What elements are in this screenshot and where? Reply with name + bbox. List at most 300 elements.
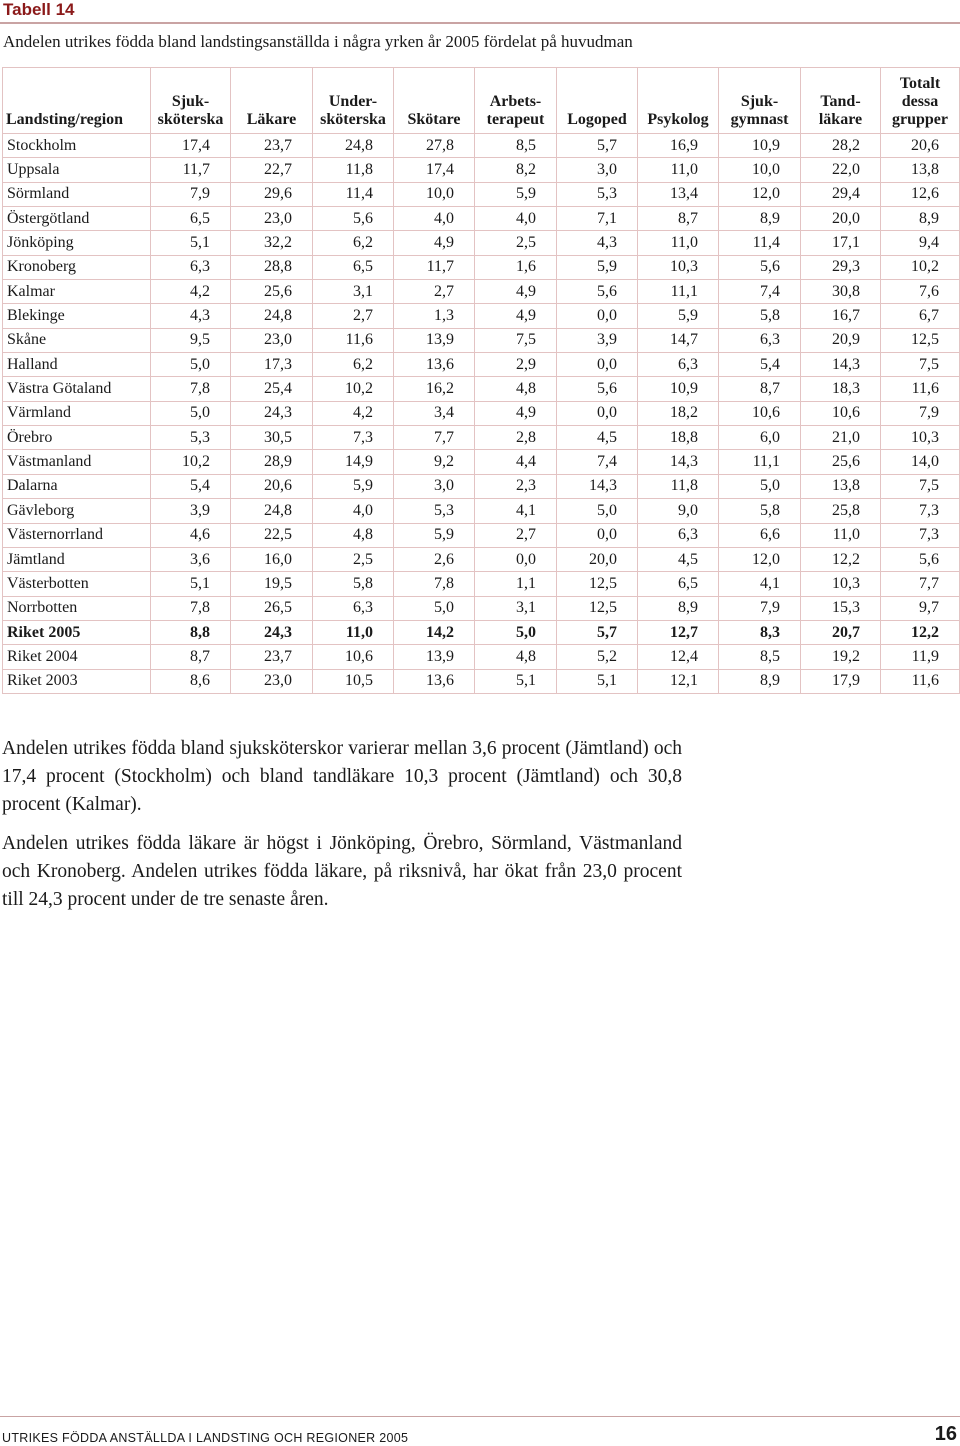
table-cell: 19,2 [801,645,881,669]
table-cell: 1,6 [475,255,557,279]
table-cell: 10,2 [151,450,231,474]
table-cell: 32,2 [231,231,313,255]
table-cell: 6,3 [151,255,231,279]
table-cell: 25,4 [231,377,313,401]
table-cell: 6,5 [638,572,719,596]
running-title: UTRIKES FÖDDA ANSTÄLLDA I LANDSTING OCH REGIONER 2005 [2,1431,409,1445]
region-name: Värmland [3,401,151,425]
table-cell: 8,6 [151,669,231,693]
top-rule [0,22,960,24]
table-row [3,158,960,182]
table-cell: 7,4 [557,450,638,474]
column-header-line: Sjuk- [740,93,779,110]
table-cell: 7,9 [151,182,231,206]
column-header-line [231,75,312,93]
table-cell: 7,4 [719,280,801,304]
table-cell: 23,0 [231,669,313,693]
table-cell: 22,7 [231,158,313,182]
table-cell: 21,0 [801,426,881,450]
table-cell: 2,9 [475,353,557,377]
column-header-line: Läkare [246,111,297,128]
table-cell: 5,9 [557,255,638,279]
column-header-line: dessa [901,93,939,110]
table-row [3,547,960,571]
table-cell: 11,6 [881,669,960,693]
table-cell: 6,2 [313,231,394,255]
table-row [3,401,960,425]
table-cell: 7,7 [394,426,475,450]
column-header-1 [151,68,231,134]
table-cell: 5,9 [313,474,394,498]
table-row [3,134,960,158]
table-cell: 5,1 [151,231,231,255]
table-cell: 5,9 [638,304,719,328]
column-header-line [557,75,637,93]
column-header-line [151,75,230,93]
table-cell: 10,3 [881,426,960,450]
table-cell: 10,5 [313,669,394,693]
table-cell: 17,4 [394,158,475,182]
region-name: Kronoberg [3,255,151,279]
table-cell: 23,7 [231,134,313,158]
table-cell: 2,5 [313,547,394,571]
region-name: Blekinge [3,304,151,328]
column-header-line [475,75,556,93]
table-cell: 4,8 [313,523,394,547]
column-header-5 [475,68,557,134]
table-cell: 25,6 [801,450,881,474]
table-cell: 5,0 [475,620,557,644]
column-header-line: Psykolog [647,111,709,128]
table-cell: 10,0 [394,182,475,206]
table-cell: 24,8 [231,304,313,328]
table-cell: 12,7 [638,620,719,644]
table-cell: 4,9 [475,401,557,425]
table-cell: 4,8 [475,377,557,401]
region-name: Riket 2005 [3,620,151,644]
table-cell: 5,0 [151,353,231,377]
table-caption: Andelen utrikes födda bland landstingsanställda i några yrken år 2005 fördelat på huvudman [3,32,633,51]
table-cell: 4,5 [638,547,719,571]
table-cell: 4,0 [394,207,475,231]
table-cell: 10,6 [313,645,394,669]
column-header-line [231,93,312,111]
table-cell: 6,3 [638,523,719,547]
table-cell: 5,7 [557,134,638,158]
table-cell: 23,7 [231,645,313,669]
table-cell: 7,8 [151,377,231,401]
table-cell: 15,3 [801,596,881,620]
table-cell: 27,8 [394,134,475,158]
table-cell: 4,4 [475,450,557,474]
table-cell: 8,7 [719,377,801,401]
table-cell: 5,0 [394,596,475,620]
table-row [3,280,960,304]
table-cell: 2,5 [475,231,557,255]
column-header-line [638,75,718,93]
table-cell: 11,0 [313,620,394,644]
region-name: Gävleborg [3,499,151,523]
table-cell: 11,8 [313,158,394,182]
table-cell: 18,3 [801,377,881,401]
table-cell: 13,9 [394,328,475,352]
table-cell: 8,9 [719,207,801,231]
region-name: Jämtland [3,547,151,571]
table-cell: 11,0 [801,523,881,547]
table-cell: 7,9 [719,596,801,620]
table-cell: 3,0 [557,158,638,182]
column-header-line: sköterska [157,111,224,128]
table-cell: 14,9 [313,450,394,474]
table-cell: 9,0 [638,499,719,523]
table-cell: 11,1 [638,280,719,304]
table-cell: 5,9 [394,523,475,547]
column-header-line: Tand- [820,93,861,110]
table-cell: 9,5 [151,328,231,352]
table-row [3,572,960,596]
table-cell: 5,3 [394,499,475,523]
column-header-4 [394,68,475,134]
table-row [3,596,960,620]
region-name: Riket 2003 [3,669,151,693]
table-cell: 3,4 [394,401,475,425]
table-row [3,255,960,279]
table-cell: 5,4 [151,474,231,498]
table-cell: 10,3 [638,255,719,279]
table-cell: 5,1 [557,669,638,693]
table-cell: 4,9 [475,280,557,304]
table-cell: 4,8 [475,645,557,669]
table-cell: 5,0 [557,499,638,523]
table-cell: 3,9 [151,499,231,523]
table-cell: 24,8 [231,499,313,523]
table-cell: 7,8 [394,572,475,596]
table-cell: 11,4 [313,182,394,206]
table-cell: 20,6 [881,134,960,158]
table-cell: 25,6 [231,280,313,304]
column-header-line [313,75,393,93]
table-cell: 14,3 [638,450,719,474]
table-cell: 7,3 [313,426,394,450]
table-cell: 7,5 [881,474,960,498]
table-cell: 11,1 [719,450,801,474]
table-cell: 6,5 [313,255,394,279]
table-cell: 8,5 [475,134,557,158]
table-cell: 7,3 [881,499,960,523]
table-cell: 14,3 [801,353,881,377]
table-cell: 12,2 [801,547,881,571]
table-cell: 16,2 [394,377,475,401]
table-row [3,304,960,328]
table-cell: 14,3 [557,474,638,498]
table-cell: 20,9 [801,328,881,352]
table-cell: 7,5 [475,328,557,352]
table-cell: 16,0 [231,547,313,571]
table-cell: 5,6 [557,377,638,401]
column-header-line: Landsting/region [6,111,124,128]
column-header-line: sköterska [320,111,386,128]
table-cell: 8,9 [881,207,960,231]
table-cell: 5,6 [557,280,638,304]
table-cell: 30,5 [231,426,313,450]
table-cell: 13,8 [801,474,881,498]
table-row [3,231,960,255]
bottom-rule [0,1416,960,1417]
table-cell: 1,3 [394,304,475,328]
table-cell: 28,2 [801,134,881,158]
table-cell: 8,9 [638,596,719,620]
table-cell: 4,5 [557,426,638,450]
table-cell: 5,0 [151,401,231,425]
table-cell: 4,0 [475,207,557,231]
column-header-7 [638,68,719,134]
table-row [3,669,960,693]
region-name: Riket 2004 [3,645,151,669]
table-cell: 4,3 [557,231,638,255]
table-cell: 0,0 [557,401,638,425]
page-number: 16 [934,1423,957,1445]
column-header-line [638,93,718,111]
table-cell: 12,6 [881,182,960,206]
table-cell: 23,0 [231,207,313,231]
table-cell: 17,9 [801,669,881,693]
table-cell: 7,9 [881,401,960,425]
column-header-line: Skötare [407,111,461,128]
table-cell: 5,8 [719,499,801,523]
column-header-6 [557,68,638,134]
region-name: Uppsala [3,158,151,182]
table-cell: 16,9 [638,134,719,158]
table-cell: 5,1 [151,572,231,596]
table-cell: 6,3 [313,596,394,620]
table-cell: 5,6 [719,255,801,279]
table-cell: 19,5 [231,572,313,596]
table-cell: 20,7 [801,620,881,644]
table-cell: 12,2 [881,620,960,644]
column-header-line: Under- [328,93,378,110]
table-cell: 11,9 [881,645,960,669]
table-cell: 3,6 [151,547,231,571]
table-cell: 5,1 [475,669,557,693]
table-cell: 4,9 [475,304,557,328]
table-cell: 5,3 [151,426,231,450]
table-cell: 0,0 [557,523,638,547]
table-cell: 8,5 [719,645,801,669]
table-cell: 5,3 [557,182,638,206]
table-cell: 12,5 [557,596,638,620]
table-cell: 29,3 [801,255,881,279]
table-row [3,523,960,547]
table-cell: 2,3 [475,474,557,498]
table-cell: 25,8 [801,499,881,523]
table-cell: 18,8 [638,426,719,450]
region-name: Halland [3,353,151,377]
table-cell: 1,1 [475,572,557,596]
column-header-line [6,93,150,111]
region-name: Dalarna [3,474,151,498]
column-header-line: Logoped [567,111,627,128]
table-cell: 10,6 [719,401,801,425]
table-cell: 12,1 [638,669,719,693]
table-cell: 5,8 [313,572,394,596]
table-cell: 12,0 [719,182,801,206]
table-cell: 10,2 [881,255,960,279]
table-cell: 7,6 [881,280,960,304]
table-cell: 6,0 [719,426,801,450]
table-cell: 4,6 [151,523,231,547]
table-row [3,499,960,523]
column-header-9 [801,68,881,134]
table-cell: 10,0 [719,158,801,182]
table-cell: 5,6 [313,207,394,231]
column-header-line [394,75,474,93]
column-header-3 [313,68,394,134]
region-name: Västmanland [3,450,151,474]
table-cell: 11,0 [638,231,719,255]
table-cell: 14,2 [394,620,475,644]
header-row [3,68,960,134]
table-cell: 11,8 [638,474,719,498]
table-row [3,182,960,206]
table-cell: 8,7 [151,645,231,669]
table-cell: 5,4 [719,353,801,377]
table-header [3,68,960,134]
table-cell: 5,6 [881,547,960,571]
table-cell: 7,7 [881,572,960,596]
table-cell: 3,1 [313,280,394,304]
table-cell: 26,5 [231,596,313,620]
table-cell: 28,9 [231,450,313,474]
table-row [3,328,960,352]
column-header-line: läkare [818,111,863,128]
table-cell: 17,4 [151,134,231,158]
column-header-10 [881,68,960,134]
region-name: Västra Götaland [3,377,151,401]
table-cell: 4,1 [719,572,801,596]
table-cell: 17,1 [801,231,881,255]
table-cell: 10,2 [313,377,394,401]
table-cell: 7,5 [881,353,960,377]
table-cell: 0,0 [557,304,638,328]
table-cell: 6,2 [313,353,394,377]
column-header-line [6,75,150,93]
region-name: Skåne [3,328,151,352]
table-cell: 6,3 [719,328,801,352]
table-cell: 11,6 [313,328,394,352]
table-cell: 2,7 [475,523,557,547]
table-cell: 14,7 [638,328,719,352]
table-label: Tabell 14 [3,0,75,19]
table-cell: 24,3 [231,620,313,644]
table-cell: 12,5 [557,572,638,596]
table-cell: 13,6 [394,353,475,377]
table-cell: 20,0 [801,207,881,231]
column-header-line: Sjuk- [171,93,210,110]
column-header-2 [231,68,313,134]
table-cell: 29,6 [231,182,313,206]
table-cell: 2,7 [313,304,394,328]
region-name: Västernorrland [3,523,151,547]
table-cell: 11,7 [394,255,475,279]
table-cell: 5,7 [557,620,638,644]
column-header-line: Arbets- [489,93,542,110]
table-cell: 13,6 [394,669,475,693]
column-header-line: Totalt [899,75,941,92]
region-name: Jönköping [3,231,151,255]
table-cell: 22,5 [231,523,313,547]
column-header-line [557,93,637,111]
table-cell: 28,8 [231,255,313,279]
column-header-line [719,75,800,93]
table-cell: 4,2 [151,280,231,304]
body-paragraph-2: Andelen utrikes födda läkare är högst i Jönköping, Örebro, Sörmland, Västmanland och Kronoberg. Andelen utrikes födda läkare, på riksnivå, har ökat från 23,0 procent till 24,3 procent under de tre senaste åren. [2,833,682,910]
table-cell: 12,0 [719,547,801,571]
column-header-8 [719,68,801,134]
data-table [2,67,960,694]
table-cell: 6,5 [151,207,231,231]
table-cell: 8,2 [475,158,557,182]
table-cell: 9,2 [394,450,475,474]
region-name: Västerbotten [3,572,151,596]
table-row [3,645,960,669]
table-cell: 9,7 [881,596,960,620]
table-cell: 12,4 [638,645,719,669]
table-cell: 22,0 [801,158,881,182]
table-cell: 8,3 [719,620,801,644]
table-cell: 7,8 [151,596,231,620]
body-paragraph-1: Andelen utrikes födda bland sjuksköterskor varierar mellan 3,6 procent (Jämtland) och 17,4 procent (Stockholm) och bland tandläkare 10,3 procent (Jämtland) och 30,8 procent (Kalmar). [2,738,682,815]
table-cell: 20,0 [557,547,638,571]
table-row [3,353,960,377]
table-cell: 2,7 [394,280,475,304]
table-cell: 10,3 [801,572,881,596]
table-cell: 30,8 [801,280,881,304]
table-cell: 4,1 [475,499,557,523]
table-cell: 18,2 [638,401,719,425]
column-header-line: grupper [892,111,948,128]
table-cell: 2,6 [394,547,475,571]
column-header-line [394,93,474,111]
table-cell: 4,0 [313,499,394,523]
table-cell: 13,4 [638,182,719,206]
region-name: Stockholm [3,134,151,158]
table-cell: 29,4 [801,182,881,206]
table-cell: 16,7 [801,304,881,328]
table-cell: 4,2 [313,401,394,425]
table-cell: 10,6 [801,401,881,425]
table-cell: 5,8 [719,304,801,328]
table-cell: 3,0 [394,474,475,498]
table-cell: 24,8 [313,134,394,158]
table-cell: 3,9 [557,328,638,352]
region-name: Sörmland [3,182,151,206]
table-row [3,450,960,474]
table-cell: 4,3 [151,304,231,328]
table-row [3,426,960,450]
table-cell: 11,0 [638,158,719,182]
table-cell: 20,6 [231,474,313,498]
table-cell: 23,0 [231,328,313,352]
column-header-line: gymnast [730,111,789,128]
table-cell: 17,3 [231,353,313,377]
region-name: Östergötland [3,207,151,231]
table-cell: 6,6 [719,523,801,547]
table-cell: 14,0 [881,450,960,474]
table-cell: 11,6 [881,377,960,401]
table-cell: 10,9 [638,377,719,401]
table-cell: 0,0 [557,353,638,377]
region-name: Kalmar [3,280,151,304]
